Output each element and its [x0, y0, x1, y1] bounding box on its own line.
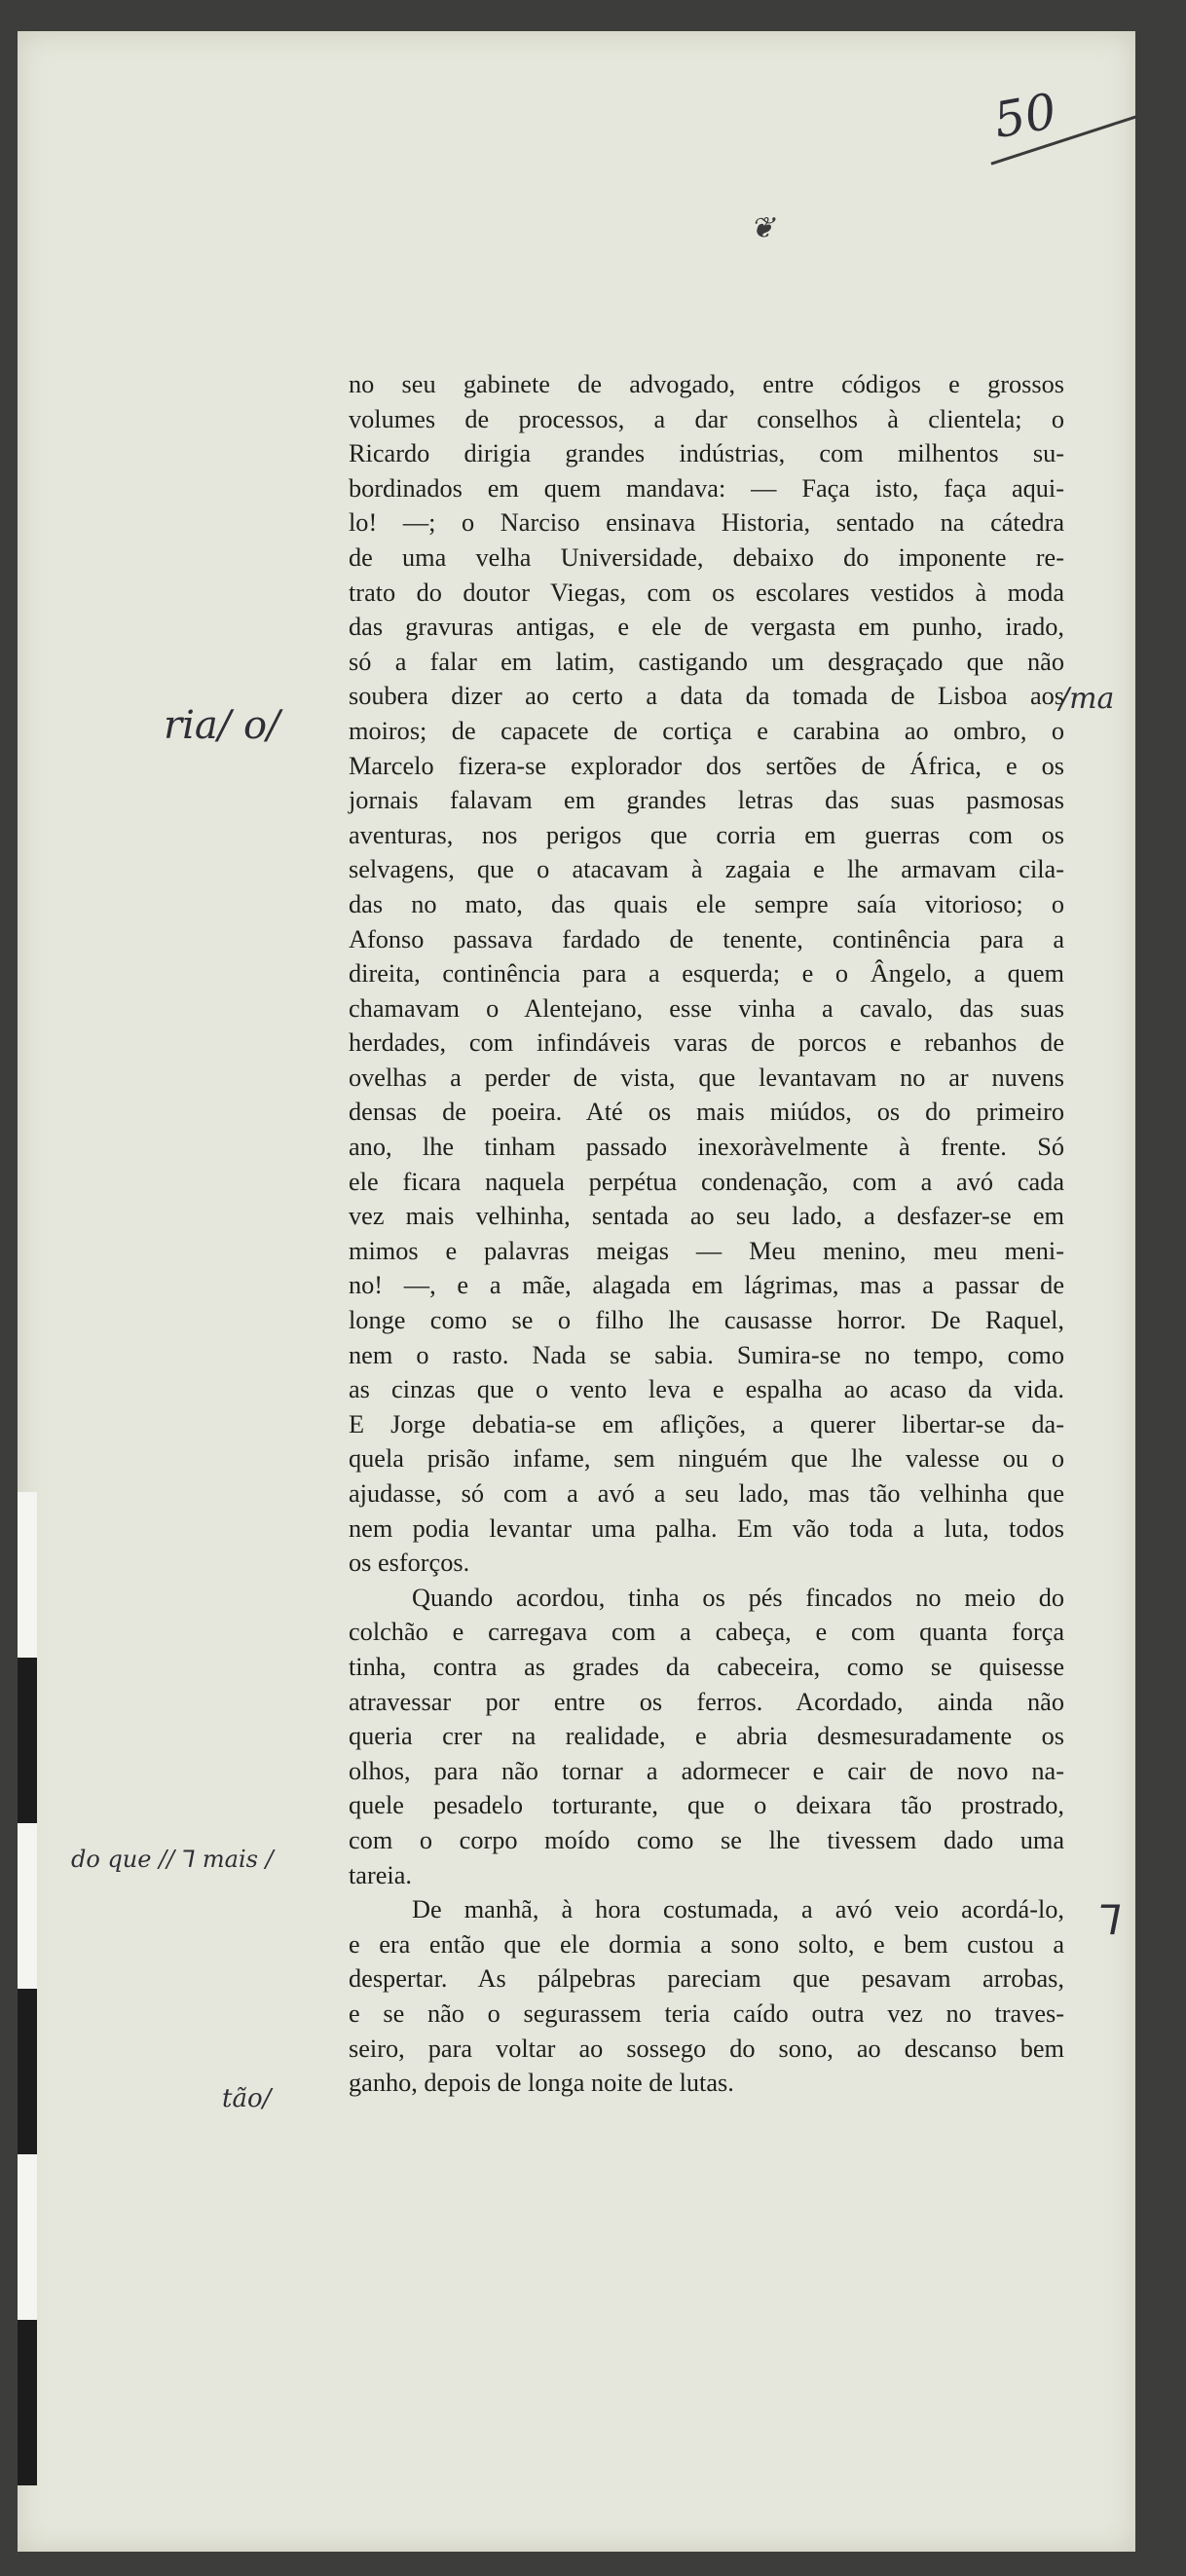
scale-ruler — [18, 1492, 37, 2485]
text-line: volumes de processos, a dar conselhos à clientela; o — [349, 404, 1064, 433]
text-line: E Jorge debatia-se em aflições, a querer libertar-se da- — [349, 1409, 1064, 1438]
text-line: tinha, contra as grades da cabeceira, como se quisesse — [349, 1652, 1064, 1681]
text-line: selvagens, que o atacavam à zagaia e lhe armavam cila- — [349, 855, 1064, 884]
text-line: chamavam o Alentejano, esse vinha a cavalo, das suas — [349, 993, 1064, 1023]
body-text — [349, 367, 1064, 2101]
text-line: de uma velha Universidade, debaixo do imponente re- — [349, 542, 1064, 572]
text-line: atravessar por entre os ferros. Acordado, ainda não — [349, 1687, 1064, 1716]
text-line: olhos, para não tornar a adormecer e cair de novo na- — [349, 1756, 1064, 1785]
margin-note-3: do que // ⅂ mais / — [71, 1846, 274, 1873]
text-line: os esforços. — [349, 1549, 470, 1578]
text-line: vez mais velhinha, sentada ao seu lado, a desfazer-se em — [349, 1202, 1064, 1231]
text-line: Afonso passava fardado de tenente, continência para a — [349, 924, 1064, 953]
text-line: só a falar em latim, castigando um desgraçado que não — [349, 647, 1064, 676]
text-line: densas de poeira. Até os mais miúdos, os do primeiro — [349, 1098, 1064, 1127]
text-line: Quando acordou, tinha os pés fincados no meio do — [412, 1583, 1064, 1612]
text-line: soubera dizer ao certo a data da tomada de Lisboa aos — [349, 682, 1064, 711]
text-line: queria crer na realidade, e abria desmesuradamente os — [349, 1722, 1064, 1751]
text-line: com o corpo moído como se lhe tivessem dado uma — [349, 1825, 1064, 1854]
text-line: trato do doutor Viegas, com os escolares vestidos à moda — [349, 578, 1064, 607]
text-line: colchão e carregava com a cabeça, e com quanta força — [349, 1618, 1064, 1647]
text-line: despertar. As pálpebras pareciam que pesavam arrobas, — [349, 1964, 1064, 1994]
text-line: aventuras, nos perigos que corria em guerras com os — [349, 820, 1064, 849]
text-line: nem o rasto. Nada se sabia. Sumira-se no tempo, como — [349, 1340, 1064, 1369]
text-line: herdades, com infindáveis varas de porcos e rebanhos de — [349, 1028, 1064, 1058]
text-line: ano, lhe tinham passado inexoràvelmente à frente. Só — [349, 1133, 1064, 1162]
text-line: quele pesadelo torturante, que o deixara tão prostrado, — [349, 1791, 1064, 1820]
margin-note-2: /ma — [1059, 682, 1115, 716]
text-line: as cinzas que o vento leva e espalha ao acaso da vida. — [349, 1375, 1064, 1404]
ink-mark-icon: ❦ — [750, 211, 775, 245]
text-line: mimos e palavras meigas — Meu menino, meu meni- — [349, 1236, 1064, 1265]
text-line: direita, continência para a esquerda; e o Ângelo, a quem — [349, 959, 1064, 989]
text-line: e era então que ele dormia a sono solto, e bem custou a — [349, 1929, 1064, 1959]
text-line: tareia. — [349, 1860, 412, 1889]
text-line: quela prisão infame, sem ninguém que lhe valesse ou o — [349, 1444, 1064, 1474]
text-line: bordinados em quem mandava: — Faça isto, faça aqui- — [349, 473, 1064, 503]
text-line: Ricardo dirigia grandes indústrias, com milhentos su- — [349, 439, 1064, 468]
text-line: jornais falavam em grandes letras das suas pasmosas — [349, 786, 1064, 815]
text-line: nem podia levantar uma palha. Em vão toda a luta, todos — [349, 1513, 1064, 1543]
text-line: De manhã, à hora costumada, a avó veio acordá-lo, — [412, 1895, 1064, 1924]
text-line: e se não o segurassem teria caído outra vez no traves- — [349, 1998, 1064, 2028]
margin-note-4: ⅂ — [1098, 1896, 1122, 1944]
margin-note-1: ria/ o/ — [164, 703, 280, 748]
text-line: das no mato, das quais ele sempre saía vitorioso; o — [349, 889, 1064, 918]
text-line: longe como se o filho lhe causasse horror. De Raquel, — [349, 1306, 1064, 1335]
text-line: ganho, depois de longa noite de lutas. — [349, 2069, 734, 2098]
text-line: ajudasse, só com a avó a seu lado, mas tão velhinha que — [349, 1479, 1064, 1508]
text-line: moiros; de capacete de cortiça e carabina ao ombro, o — [349, 716, 1064, 745]
text-line: seiro, para voltar ao sossego do sono, ao descanso bem — [349, 2034, 1064, 2063]
text-line: ovelhas a perder de vista, que levantavam no ar nuvens — [349, 1063, 1064, 1092]
manuscript-page — [18, 31, 1135, 2552]
text-line: no! —, e a mãe, alagada em lágrimas, mas a passar de — [349, 1271, 1064, 1300]
text-line: ele ficara naquela perpétua condenação, com a avó cada — [349, 1167, 1064, 1196]
margin-note-5: tão/ — [222, 2084, 272, 2113]
text-line: Marcelo fizera-se explorador dos sertões de África, e os — [349, 751, 1064, 780]
page-number: 50 — [989, 82, 1061, 150]
text-line: no seu gabinete de advogado, entre códigos e grossos — [349, 370, 1064, 398]
text-line: das gravuras antigas, e ele de vergasta em punho, irado, — [349, 613, 1064, 642]
text-line: lo! —; o Narciso ensinava Historia, sentado na cátedra — [349, 508, 1064, 538]
